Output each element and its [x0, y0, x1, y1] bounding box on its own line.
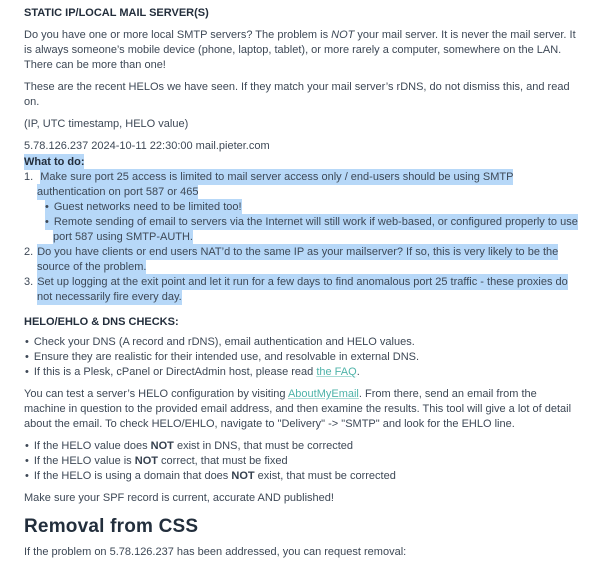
dns-checks-list — [24, 335, 578, 380]
not-bold: NOT — [134, 455, 158, 467]
faq-text-post: . — [356, 366, 360, 378]
highlighted-text: • Remote sending of email to servers via the Internet will still work if web-based, or configured properly to use port 587 using SMTP-AUTH. — [45, 214, 578, 245]
highlighted-text: Make sure port 25 access is limited to mail server access only / end-users should be using SMTP authentication on port 587 or 465 — [37, 171, 514, 198]
todo-subitem-2 — [45, 215, 578, 245]
todo-item-1-sublist — [37, 200, 578, 245]
removal-paragraph: If the problem on 5.78.126.237 has been addressed, you can request removal: — [24, 546, 407, 558]
not-text-pre: If the HELO value does — [33, 440, 151, 452]
faq-text-pre: If this is a Plesk, cPanel or DirectAdmin host, please read — [33, 366, 317, 378]
dns-check-item-2: • Ensure they are realistic for their intended use, and resolvable in external DNS. — [25, 350, 578, 365]
what-to-do-list — [24, 170, 578, 305]
helo-not-item-2 — [25, 454, 578, 469]
test-text-pre: You can test a server’s HELO configuration by visiting — [24, 388, 288, 400]
not-text-pre: If the HELO is using a domain that does — [33, 470, 232, 482]
what-to-do-heading — [24, 155, 578, 170]
dns-check-item-3 — [25, 365, 578, 380]
not-bold: NOT — [150, 440, 174, 452]
highlighted-text: Set up logging at the exit point and let it run for a few days to find anomalous port 25 traffic - these proxies do not necessarily fire every day. — [37, 276, 568, 303]
intro-text-post: your mail server. It is never the mail server. It is always someone’s mobile device (phone, laptop, tablet), or more rarely a computer, somewhere on the LAN. There can be more than one! — [24, 29, 576, 71]
record-format-note: (IP, UTC timestamp, HELO value) — [24, 118, 189, 130]
todo-subitem-1 — [45, 200, 578, 215]
static-ip-heading: STATIC IP/LOCAL MAIL SERVER(S) — [24, 7, 209, 19]
dns-check-item-1: • Check your DNS (A record and rDNS), email authentication and HELO values. — [25, 335, 578, 350]
highlighted-text: Do you have clients or end users NAT’d to the same IP as your mailserver? If so, this is very likely to be the source of the problem. — [37, 246, 559, 273]
aboutmyemail-link[interactable]: AboutMyEmail — [287, 388, 359, 400]
todo-item-3 — [24, 275, 578, 305]
not-text-pre: If the HELO value is — [33, 455, 135, 467]
helo-not-list — [24, 439, 578, 484]
aboutmyemail-paragraph — [24, 387, 578, 432]
test-text-post: . From there, send an email from the machine in question to the provided email address, and then examine the results. This tool will give a lot of detail about the email. To check HELO/EHLO, navigate to "Delivery" -> "SMTP" and look for the EHLO line. — [24, 388, 572, 430]
not-text-post: exist in DNS, that must be corrected — [173, 440, 354, 452]
not-bold: NOT — [231, 470, 255, 482]
helo-not-item-3 — [25, 469, 578, 484]
faq-link[interactable]: the FAQ — [316, 366, 357, 378]
intro-text-pre: Do you have one or more local SMTP servers? The problem is — [24, 29, 332, 41]
highlighted-heading-text: What to do: — [24, 156, 85, 168]
highlighted-text: • Guest networks need to be limited too! — [45, 199, 242, 215]
todo-item-1 — [24, 170, 578, 245]
intro-paragraph — [24, 28, 578, 73]
helo-not-item-1 — [25, 439, 578, 454]
not-text-post: exist, that must be corrected — [254, 470, 396, 482]
helo-dns-checks-heading: HELO/EHLO & DNS CHECKS: — [24, 316, 179, 328]
not-emphasis-italic: NOT — [331, 29, 355, 41]
helo-record-line: 5.78.126.237 2024-10-11 22:30:00 mail.pieter.com — [24, 140, 270, 152]
removal-heading: Removal from CSS — [24, 516, 199, 537]
not-text-post: correct, that must be fixed — [157, 455, 288, 467]
todo-item-2 — [24, 245, 578, 275]
recent-helos-paragraph: These are the recent HELOs we have seen. If they match your mail server’s rDNS, do not dismiss this, and read on. — [24, 81, 570, 108]
spf-note: Make sure your SPF record is current, accurate AND published! — [24, 492, 334, 504]
